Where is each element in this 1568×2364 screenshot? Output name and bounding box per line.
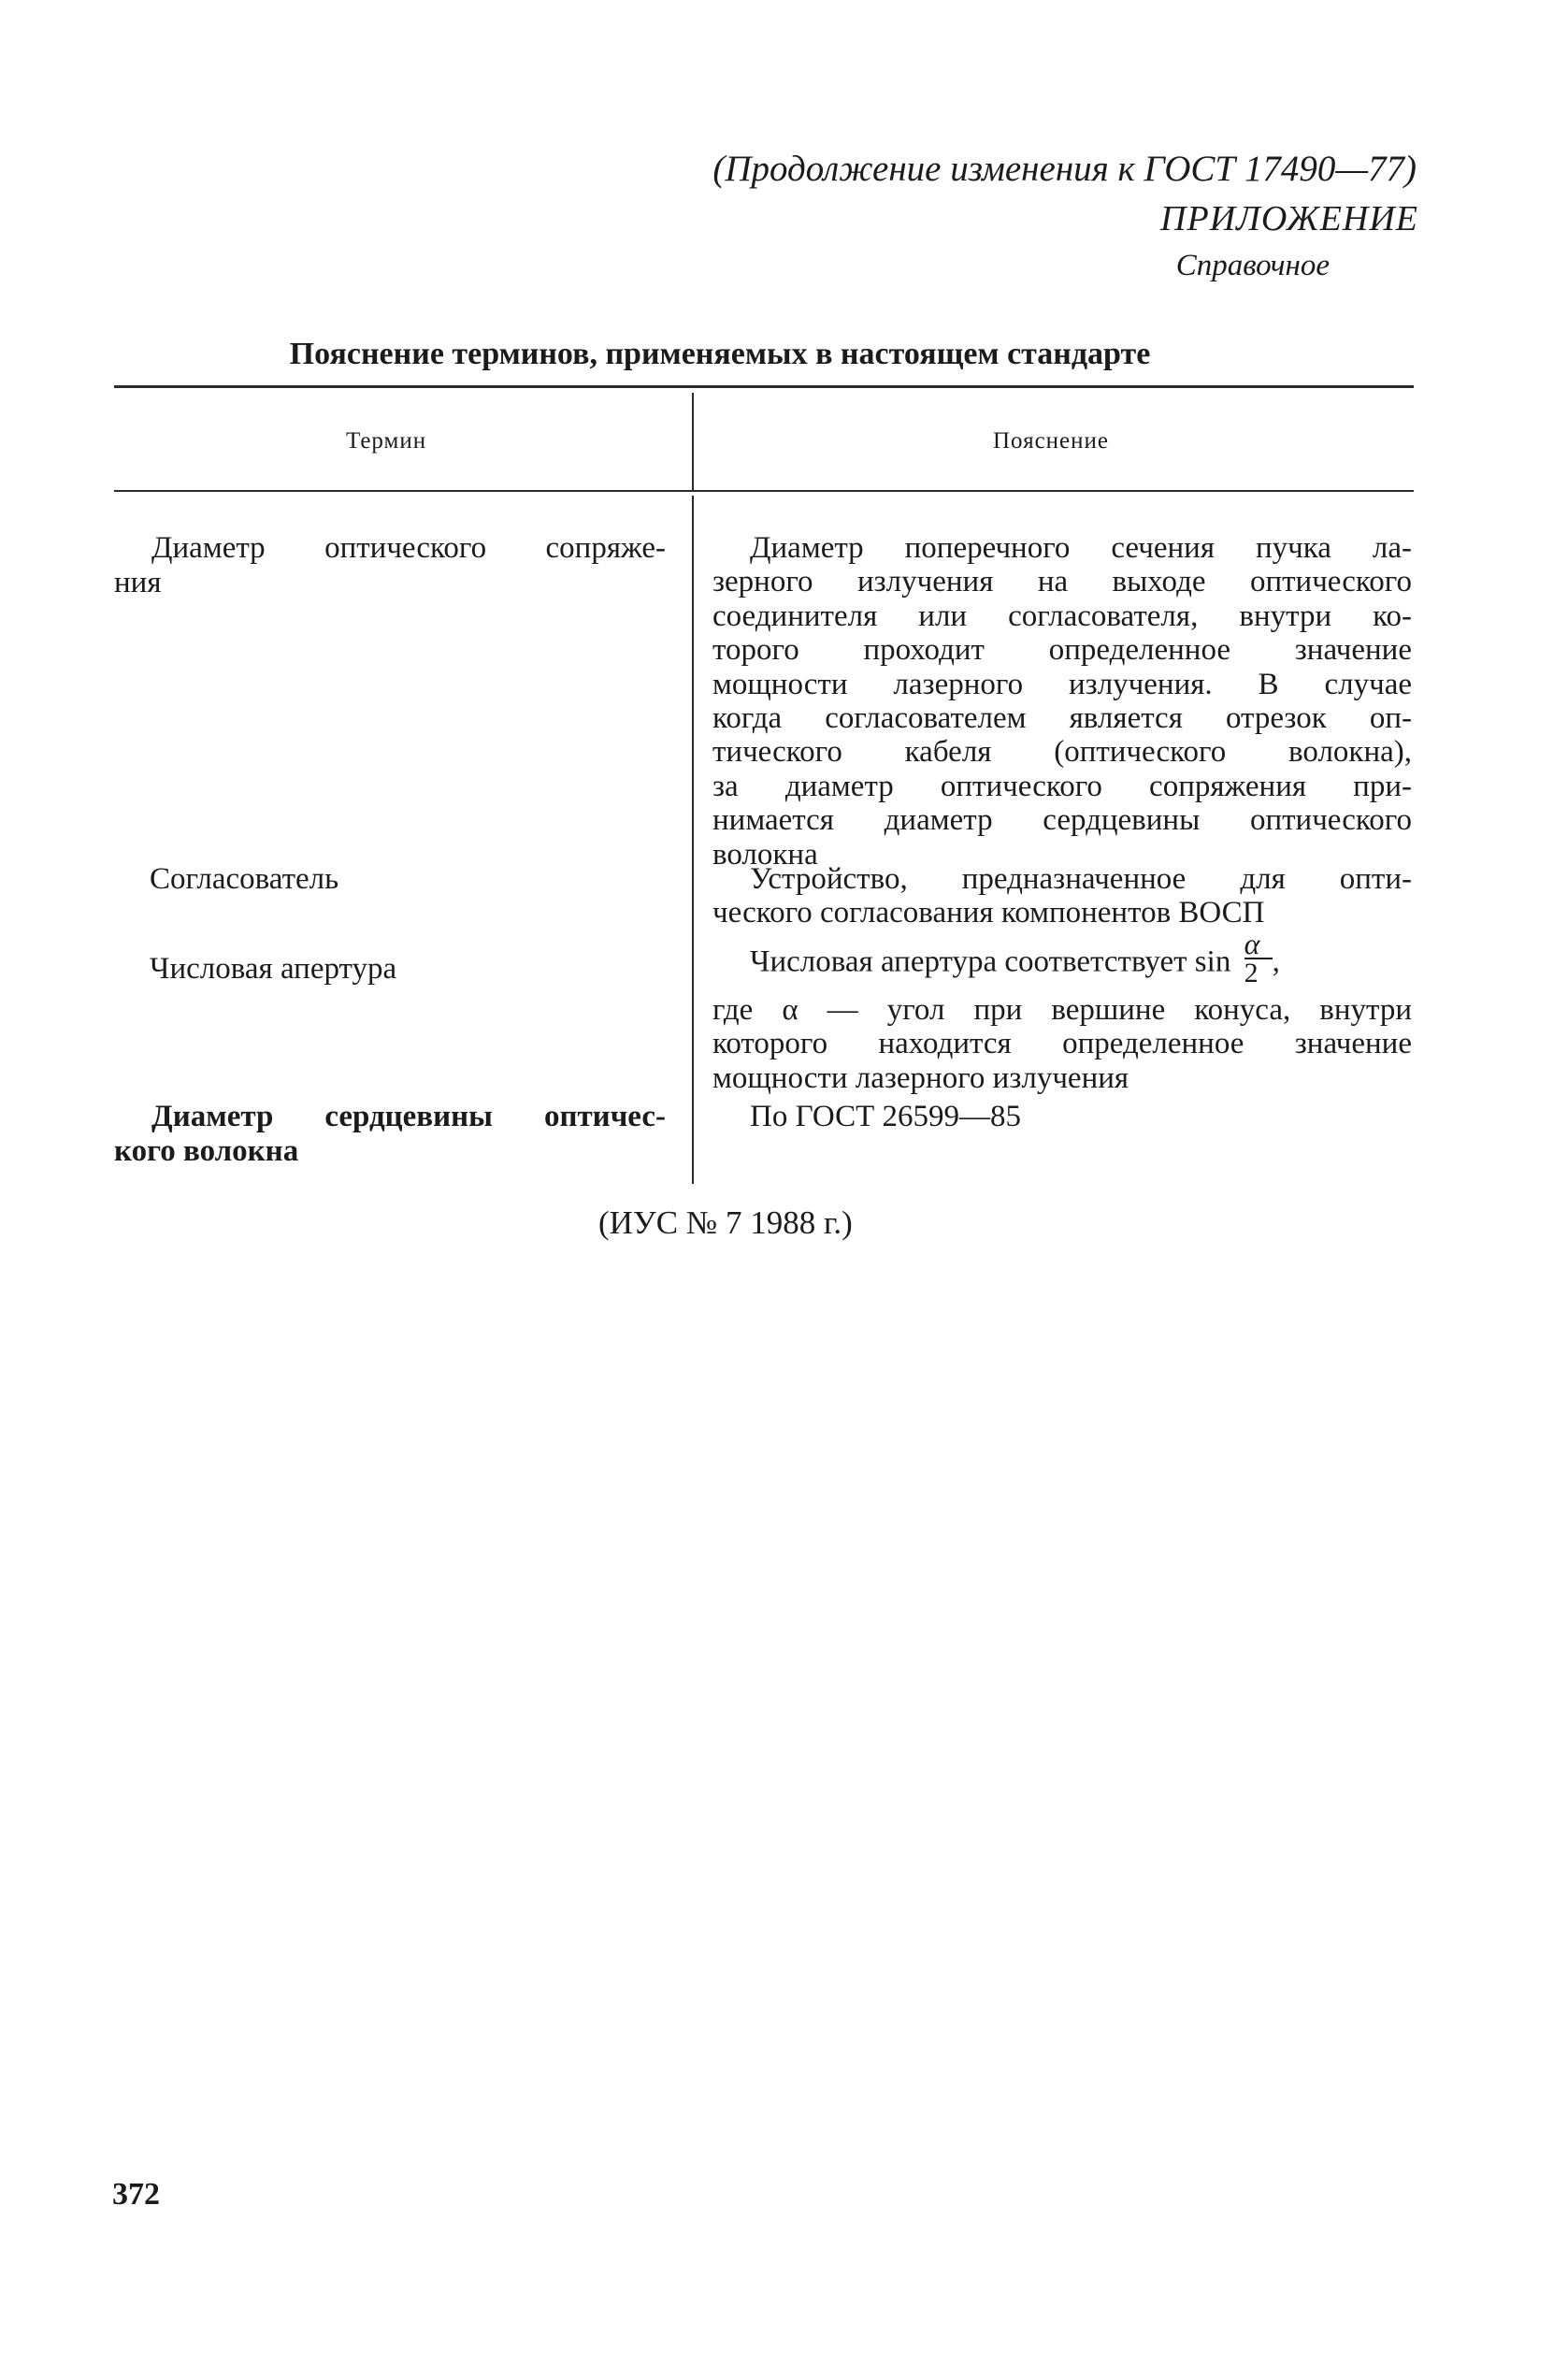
explanation-formula-line — [712, 927, 1412, 993]
page-number: 372 — [112, 2177, 160, 2212]
term-line: Согласователь — [150, 862, 339, 896]
explanation-fiber-core-diameter — [712, 1100, 1412, 1133]
explanation-line: зерного излучения на выходе оптического — [712, 565, 1412, 599]
explanation-line: волокна — [712, 837, 818, 872]
explanation-line: По ГОСТ 26599—85 — [750, 1100, 1021, 1133]
explanation-line: тического кабеля (оптического волокна), — [712, 735, 1412, 770]
table-header-rule — [114, 490, 1414, 492]
formula-prefix: Числовая апертура соответствует sin — [750, 944, 1231, 979]
explanation-numerical-aperture — [712, 927, 1412, 1095]
explanation-line: когда согласователем является отрезок оп- — [712, 701, 1412, 736]
explanation-line: мощности лазерного излучения — [712, 1060, 1129, 1095]
appendix-subtitle: Справочное — [1175, 249, 1330, 282]
term-line: ния — [114, 566, 162, 599]
explanation-line: Диаметр поперечного сечения пучка ла- — [750, 531, 1412, 565]
explanation-line: за диаметр оптического сопряжения при- — [712, 769, 1412, 803]
term-optical-coupling-diameter — [114, 531, 666, 600]
term-line: кого волокна — [114, 1134, 299, 1168]
body-column-divider — [692, 496, 694, 1184]
explanation-line: где α — угол при вершине конуса, внутри — [712, 993, 1412, 1027]
header-column-divider — [692, 393, 694, 490]
explanation-line: торого проходит определенное значение — [712, 633, 1412, 668]
term-fiber-core-diameter — [114, 1100, 666, 1169]
fraction-numerator: α — [1244, 927, 1260, 960]
column-header-term: Термин — [346, 428, 427, 454]
fraction-denominator: 2 — [1244, 958, 1259, 988]
explanation-line: мощности лазерного излучения. В случае — [712, 667, 1412, 701]
header-continuation-note: (Продолжение изменения к ГОСТ 17490—77) — [712, 149, 1417, 189]
explanation-line: Устройство, предназначенное для опти- — [750, 862, 1412, 896]
explanation-line: соединителя или согласователя, внутри ко- — [712, 598, 1412, 633]
term-matcher — [150, 862, 338, 897]
explanation-optical-coupling-diameter — [712, 531, 1412, 872]
footer-note: (ИУС № 7 1988 г.) — [598, 1204, 853, 1241]
explanation-line: ческого согласования компонентов ВОСП — [712, 896, 1265, 930]
explanation-matcher — [712, 862, 1412, 930]
table-title: Пояснение терминов, применяемых в настоящем стандарте — [289, 337, 1151, 371]
column-header-explanation: Пояснение — [993, 428, 1110, 454]
formula-suffix: , — [1272, 944, 1280, 979]
explanation-line: которого находится определенное значение — [712, 1027, 1412, 1061]
fraction-alpha-over-2 — [1244, 927, 1273, 988]
table-top-rule — [114, 385, 1414, 388]
term-numerical-aperture — [150, 952, 396, 987]
term-line: Диаметр оптического сопряже- — [151, 531, 666, 565]
term-line: Числовая апертура — [150, 952, 397, 986]
explanation-line: нимается диаметр сердцевины оптического — [712, 803, 1412, 838]
appendix-title: ПРИЛОЖЕНИЕ — [1160, 199, 1418, 238]
term-line: Диаметр сердцевины оптичес- — [151, 1100, 666, 1133]
